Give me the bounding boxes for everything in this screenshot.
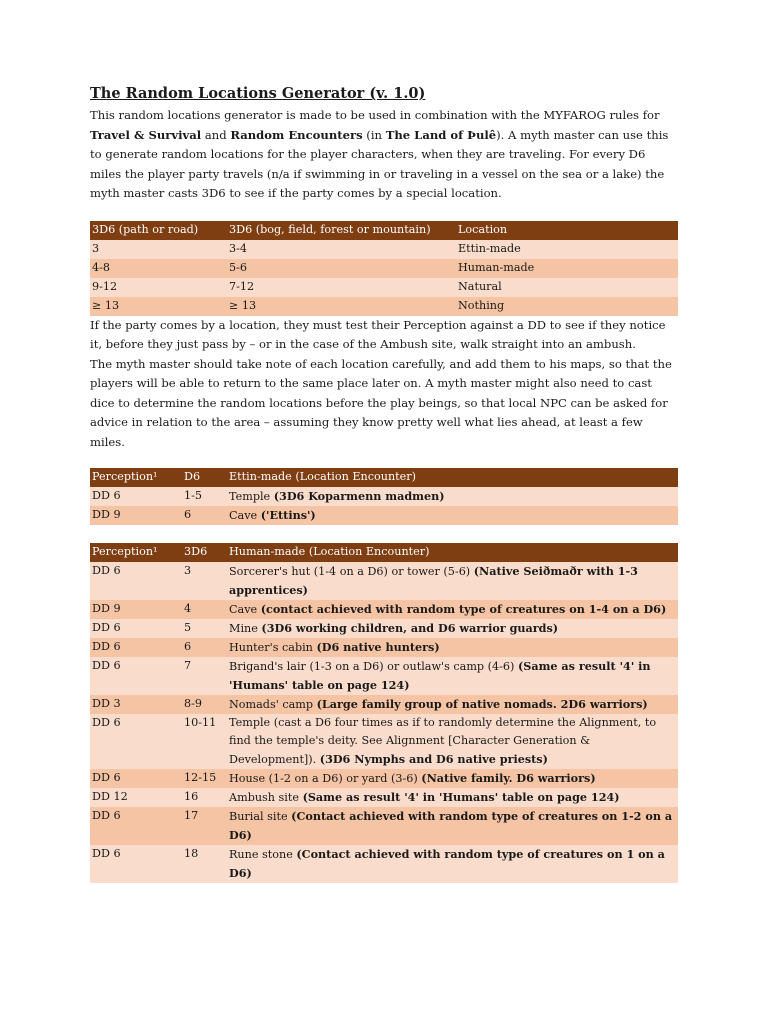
column-header: Ettin-made (Location Encounter) <box>227 468 678 487</box>
encounter-bold: (3D6 Nymphs and D6 native priests) <box>319 752 548 766</box>
table-cell: 5-6 <box>227 259 456 278</box>
table-cell: 7-12 <box>227 278 456 297</box>
encounter-text: Temple (cast a D6 four times as if to randomly determine the Alignment, to find the temple's deity. See Alignment [Character Generation & Development]). <box>229 716 657 766</box>
human-made-table <box>90 543 678 883</box>
myth-master-paragraph: The myth master should take note of each location carefully, and add them to his maps, so that the players will be able to return to the same place later on. A myth master might also need to cast dice to determine the random locations before the play beings, so that local NPC can be asked for advice in relation to the area – assuming they know pretty well what lies ahead, at least a few miles. <box>90 356 672 449</box>
encounter-cell <box>227 506 678 525</box>
encounter-cell <box>227 714 678 769</box>
table-row <box>90 788 678 807</box>
encounter-cell <box>227 619 678 638</box>
column-header: 3D6 (path or road) <box>90 221 227 240</box>
table-cell: Ettin-made <box>456 240 678 259</box>
table-cell: Nothing <box>456 297 678 316</box>
encounter-text: Rune stone <box>229 848 297 861</box>
encounter-text: Cave <box>229 603 261 616</box>
roll-cell: 5 <box>182 619 227 638</box>
perception-cell: DD 6 <box>90 487 182 506</box>
perception-cell: DD 9 <box>90 506 182 525</box>
table-cell: 4-8 <box>90 259 227 278</box>
perception-cell: DD 6 <box>90 562 182 600</box>
intro-bold: Travel & Survival <box>90 127 202 142</box>
roll-cell: 6 <box>182 638 227 657</box>
encounter-text: Brigand's lair (1-3 on a D6) or outlaw's camp (4-6) <box>229 660 518 673</box>
encounter-cell <box>227 487 678 506</box>
table-row <box>90 657 678 695</box>
encounter-text: Hunter's cabin <box>229 641 317 654</box>
perception-cell: DD 6 <box>90 619 182 638</box>
perception-cell: DD 3 <box>90 695 182 714</box>
perception-cell: DD 6 <box>90 769 182 788</box>
table-cell: Human-made <box>456 259 678 278</box>
table-row <box>90 845 678 883</box>
encounter-text: Nomads' camp <box>229 698 317 711</box>
encounter-bold: (3D6 Koparmenn madmen) <box>273 489 445 503</box>
table-row <box>90 638 678 657</box>
encounter-cell <box>227 769 678 788</box>
roll-cell: 4 <box>182 600 227 619</box>
encounter-cell <box>227 600 678 619</box>
table-row <box>90 259 678 278</box>
encounter-bold: (Native Seiðmaðr with 1-3 apprentices) <box>229 564 638 597</box>
perception-cell: DD 6 <box>90 638 182 657</box>
roll-cell: 1-5 <box>182 487 227 506</box>
table-row <box>90 487 678 506</box>
encounter-cell <box>227 845 678 883</box>
encounter-cell <box>227 807 678 845</box>
table-row <box>90 600 678 619</box>
roll-cell: 3 <box>182 562 227 600</box>
table-row <box>90 506 678 525</box>
column-header: 3D6 <box>182 543 227 562</box>
roll-cell: 17 <box>182 807 227 845</box>
perception-paragraph: If the party comes by a location, they must test their Perception against a DD to see if they notice it, before they just pass by – or in the case of the Ambush site, walk straight into an ambush. <box>90 317 666 351</box>
table-cell: 3 <box>90 240 227 259</box>
encounter-text: Mine <box>229 622 262 635</box>
roll-cell: 16 <box>182 788 227 807</box>
table-header-row <box>90 468 678 487</box>
encounter-bold: (Contact achieved with random type of creatures on 1 on a D6) <box>229 847 665 880</box>
column-header: Location <box>456 221 678 240</box>
encounter-cell <box>227 562 678 600</box>
encounter-text: Ambush site <box>229 791 303 804</box>
table-header-row <box>90 221 678 240</box>
table-cell: 9-12 <box>90 278 227 297</box>
table-row <box>90 240 678 259</box>
table-row <box>90 619 678 638</box>
encounter-bold: ('Ettins') <box>260 508 316 522</box>
column-header: Perception¹ <box>90 543 182 562</box>
table-cell: ≥ 13 <box>90 297 227 316</box>
encounter-bold: (Large family group of native nomads. 2D6 warriors) <box>316 697 648 711</box>
table-header-row <box>90 543 678 562</box>
column-header: D6 <box>182 468 227 487</box>
encounter-text: Sorcerer's hut (1-4 on a D6) or tower (5-6) <box>229 565 474 578</box>
page-title: The Random Locations Generator (v. 1.0) <box>90 85 426 102</box>
table-row <box>90 807 678 845</box>
perception-cell: DD 6 <box>90 807 182 845</box>
encounter-bold: (3D6 working children, and D6 warrior guards) <box>261 621 559 635</box>
roll-cell: 10-11 <box>182 714 227 769</box>
table-row <box>90 562 678 600</box>
intro-bold: Random Encounters <box>230 127 363 142</box>
perception-cell: DD 9 <box>90 600 182 619</box>
ettin-made-table <box>90 468 678 525</box>
table-cell: Natural <box>456 278 678 297</box>
table-cell: 3-4 <box>227 240 456 259</box>
document-page <box>90 84 678 883</box>
encounter-cell <box>227 638 678 657</box>
location-type-table <box>90 221 678 316</box>
encounter-bold: (Contact achieved with random type of creatures on 1-2 on a D6) <box>229 809 673 842</box>
perception-cell: DD 6 <box>90 714 182 769</box>
encounter-bold: (contact achieved with random type of creatures on 1-4 on a D6) <box>260 602 667 616</box>
roll-cell: 18 <box>182 845 227 883</box>
encounter-bold: (Same as result '4' in 'Humans' table on page 124) <box>302 790 620 804</box>
intro-paragraph <box>90 106 678 204</box>
encounter-text: Burial site <box>229 810 292 823</box>
perception-cell: DD 6 <box>90 845 182 883</box>
perception-cell: DD 12 <box>90 788 182 807</box>
encounter-text: House (1-2 on a D6) or yard (3-6) <box>229 772 422 785</box>
roll-cell: 12-15 <box>182 769 227 788</box>
encounter-cell <box>227 695 678 714</box>
table-row <box>90 714 678 769</box>
intro-text: and <box>201 127 231 142</box>
column-header: Human-made (Location Encounter) <box>227 543 678 562</box>
encounter-bold: (Native family. D6 warriors) <box>421 771 596 785</box>
table-cell: ≥ 13 <box>227 297 456 316</box>
column-header: 3D6 (bog, field, forest or mountain) <box>227 221 456 240</box>
perception-cell: DD 6 <box>90 657 182 695</box>
intro-text: (in <box>362 127 386 142</box>
intro-bold: The Land of Þulê <box>385 127 497 142</box>
encounter-text: Cave <box>229 509 261 522</box>
encounter-bold: (D6 native hunters) <box>316 640 440 654</box>
encounter-cell <box>227 788 678 807</box>
roll-cell: 8-9 <box>182 695 227 714</box>
intro-text: ). A myth master can use this to generate random locations for the player characters, when they are traveling. For every D6 miles the player party travels (n/a if swimming in or traveling in a vessel on the sea or a lake) the myth master casts 3D6 to see if the party comes by a special location. <box>90 127 669 200</box>
encounter-cell <box>227 657 678 695</box>
table-row <box>90 695 678 714</box>
table-row <box>90 769 678 788</box>
table-row <box>90 297 678 316</box>
encounter-text: Temple <box>229 490 274 503</box>
table-row <box>90 278 678 297</box>
intro-text: This random locations generator is made to be used in combination with the MYFAROG rules for <box>90 108 660 122</box>
encounter-bold: (Same as result '4' in 'Humans' table on page 124) <box>229 659 651 692</box>
column-header: Perception¹ <box>90 468 182 487</box>
roll-cell: 6 <box>182 506 227 525</box>
roll-cell: 7 <box>182 657 227 695</box>
